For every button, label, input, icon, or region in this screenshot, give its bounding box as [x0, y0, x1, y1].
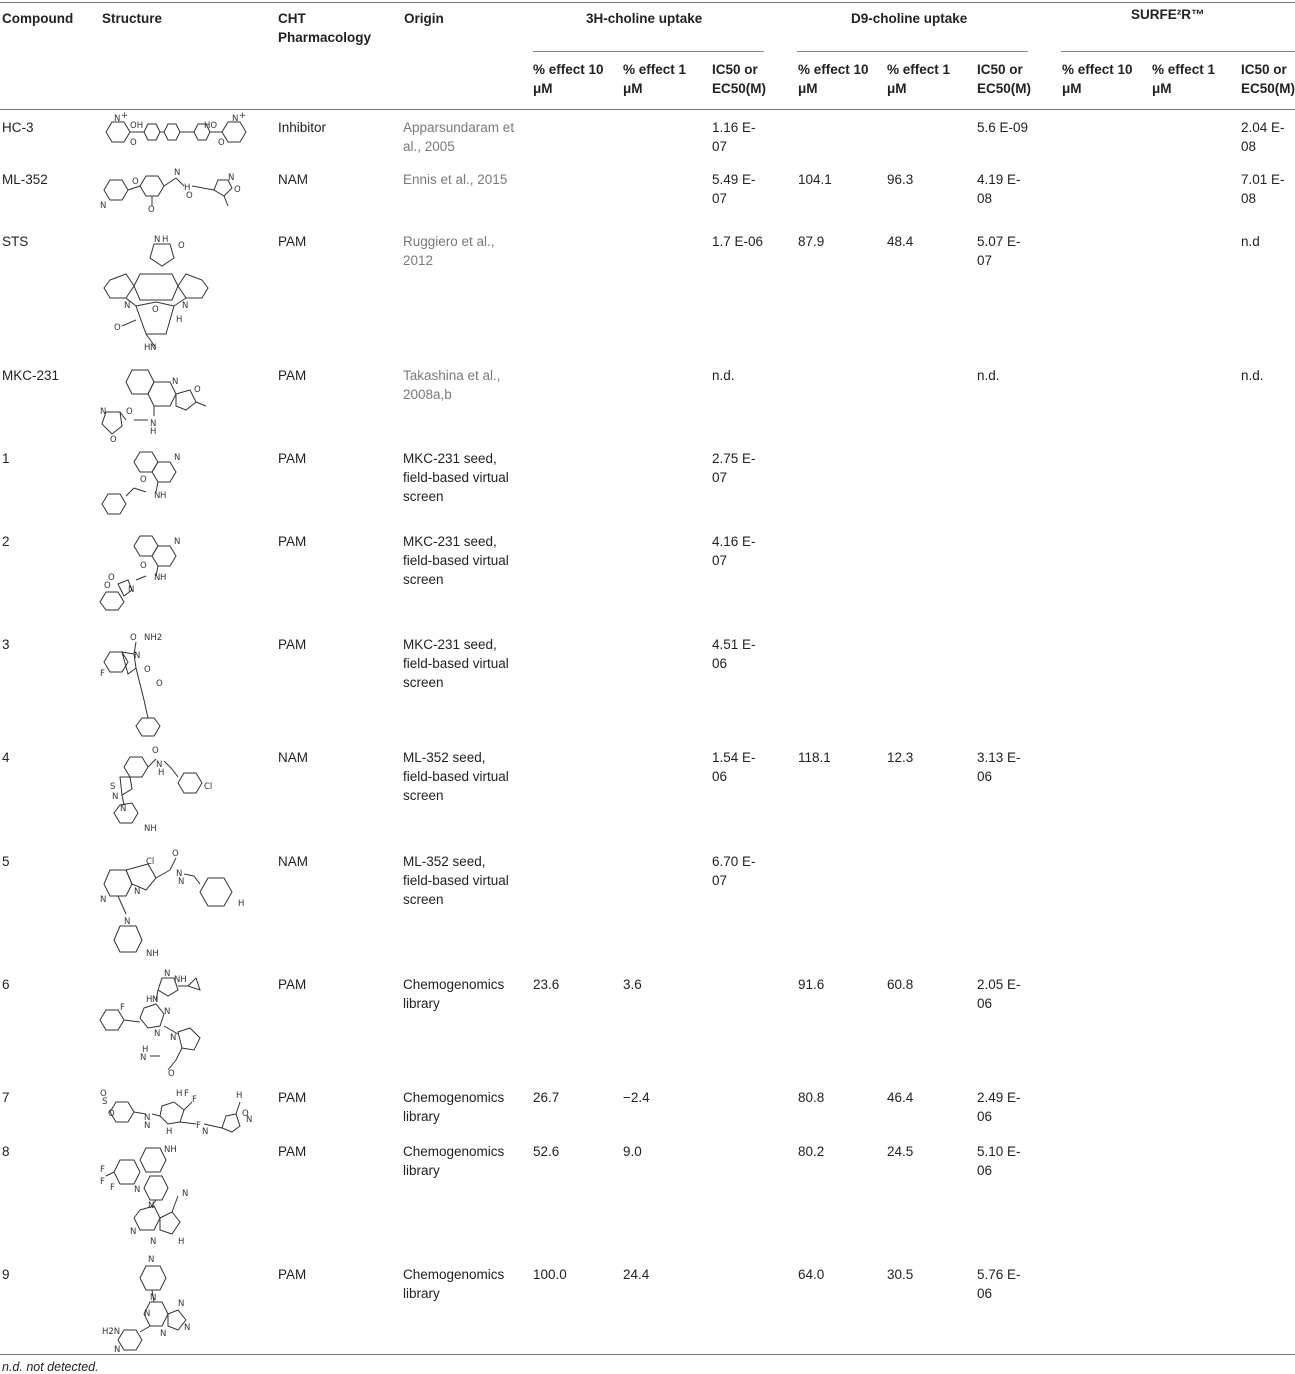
svg-text:N: N — [130, 1227, 137, 1237]
cell-h10: 26.7 — [533, 1090, 560, 1105]
svg-text:N: N — [154, 573, 161, 583]
svg-text:O: O — [108, 573, 115, 583]
cell-origin: Chemogenomics library — [403, 977, 505, 1011]
svg-text:H: H — [146, 995, 153, 1005]
cell-hic: 4.51 E-06 — [712, 637, 756, 671]
svg-text:N: N — [184, 1323, 191, 1333]
svg-text:O: O — [194, 385, 201, 395]
svg-text:H: H — [144, 343, 151, 353]
group-rule-3h — [533, 51, 764, 52]
svg-text:O: O — [172, 849, 179, 859]
cell-hic: 1.7 E-06 — [712, 234, 764, 249]
svg-text:H: H — [162, 235, 169, 245]
cell-compound: 9 — [2, 1267, 10, 1282]
cell-hic: 5.49 E-07 — [712, 172, 756, 206]
cell-pharm: NAM — [278, 854, 308, 869]
svg-text:N: N — [124, 917, 131, 927]
cell-origin: ML-352 seed, field-based virtual screen — [403, 750, 509, 803]
cell-origin: MKC-231 seed, field-based virtual screen — [403, 534, 509, 587]
svg-text:N: N — [156, 760, 163, 770]
svg-text:O: O — [114, 323, 121, 333]
svg-text:H: H — [176, 315, 183, 325]
cell-pharm: PAM — [278, 977, 307, 992]
svg-text:O: O — [110, 435, 117, 445]
cell-compound: 6 — [2, 977, 10, 992]
svg-text:N: N — [154, 235, 161, 245]
header-structure: Structure — [102, 11, 163, 26]
cell-pharm: PAM — [278, 1144, 307, 1159]
cell-sic: n.d — [1241, 234, 1260, 249]
header-surfe: SURFE²R™ — [1131, 7, 1205, 22]
cell-h10: 100.0 — [533, 1267, 567, 1282]
structure-1 — [100, 446, 200, 523]
cell-d1: 60.8 — [887, 977, 914, 992]
cell-origin: Chemogenomics library — [403, 1090, 505, 1124]
cell-d10: 64.0 — [798, 1267, 825, 1282]
cell-pharm: PAM — [278, 234, 307, 249]
cell-compound: HC-3 — [2, 120, 34, 135]
svg-text:O: O — [130, 138, 137, 148]
cell-origin: Ruggiero et al., 2012 — [403, 234, 495, 268]
cell-origin: MKC-231 seed, field-based virtual screen — [403, 451, 509, 504]
svg-text:N: N — [144, 1113, 151, 1123]
svg-text:H: H — [160, 491, 167, 501]
svg-text:N: N — [150, 1237, 157, 1247]
header-compound: Compound — [2, 11, 74, 26]
cell-pharm: Inhibitor — [278, 120, 327, 135]
cell-sic: 2.04 E-08 — [1241, 120, 1285, 154]
svg-text:O: O — [108, 1109, 115, 1119]
svg-text:+: + — [239, 111, 247, 121]
cell-dic: 5.07 E-07 — [977, 234, 1021, 268]
svg-text:H: H — [184, 183, 191, 193]
svg-text:O: O — [144, 665, 151, 675]
subheader-d9-ic50: IC50 or EC50(M) — [977, 62, 1032, 96]
svg-text:F: F — [100, 1177, 105, 1187]
subheader-d9-effect-10: % effect 10 μM — [798, 62, 869, 96]
svg-text:F: F — [100, 669, 105, 679]
svg-text:H: H — [150, 427, 157, 437]
svg-text:N: N — [202, 1127, 209, 1137]
cell-hic: 6.70 E-07 — [712, 854, 756, 888]
cell-d10: 87.9 — [798, 234, 825, 249]
subheader-surfe-ic50: IC50 or EC50(M) — [1241, 62, 1295, 96]
svg-text:N: N — [182, 301, 189, 311]
svg-text:NH2: NH2 — [144, 633, 163, 643]
svg-text:H2N: H2N — [102, 1327, 121, 1337]
structure-6 — [100, 969, 230, 1079]
cell-d10: 80.2 — [798, 1144, 825, 1159]
svg-text:N: N — [152, 995, 159, 1005]
header-3h-choline: 3H-choline uptake — [586, 11, 703, 26]
cell-sic: n.d. — [1241, 368, 1264, 383]
svg-text:N: N — [164, 969, 171, 979]
cell-d1: 12.3 — [887, 750, 914, 765]
svg-text:H: H — [166, 1127, 173, 1137]
cell-compound: 4 — [2, 750, 10, 765]
svg-text:NH: NH — [164, 1145, 177, 1155]
cell-compound: STS — [2, 234, 29, 249]
svg-text:H: H — [178, 1237, 185, 1247]
svg-text:O: O — [130, 633, 137, 643]
cell-hic: 1.54 E-06 — [712, 750, 756, 784]
svg-text:N: N — [174, 453, 181, 463]
cell-compound: ML-352 — [2, 172, 48, 187]
cell-origin: Ennis et al., 2015 — [403, 172, 508, 187]
subheader-surfe-effect-1: % effect 1 μM — [1152, 62, 1216, 96]
cell-origin: Apparsundaram et al., 2005 — [403, 120, 515, 154]
svg-text:H: H — [158, 768, 165, 778]
svg-text:O: O — [242, 1109, 249, 1119]
svg-text:N: N — [176, 869, 183, 879]
cell-compound: MKC-231 — [2, 368, 60, 383]
cell-pharm: PAM — [278, 451, 307, 466]
cell-hic: n.d. — [712, 368, 735, 383]
cell-hic: 2.75 E-07 — [712, 451, 756, 485]
structure-2 — [100, 530, 200, 615]
svg-text:OH: OH — [130, 121, 144, 131]
cell-d10: 104.1 — [798, 172, 832, 187]
svg-text:N: N — [112, 792, 119, 802]
structure-sts — [100, 230, 220, 361]
svg-text:O: O — [152, 746, 159, 756]
cell-origin: MKC-231 seed, field-based virtual screen — [403, 637, 509, 690]
cell-h1: 24.4 — [623, 1267, 650, 1282]
group-rule-surfe — [1061, 51, 1295, 52]
svg-text:N: N — [100, 407, 107, 417]
cell-dic: 2.05 E-06 — [977, 977, 1021, 1011]
cell-compound: 5 — [2, 854, 10, 869]
svg-text:N: N — [100, 201, 107, 211]
svg-text:N: N — [100, 895, 107, 905]
cell-d1: 24.5 — [887, 1144, 914, 1159]
header-d9-choline: D9-choline uptake — [851, 11, 968, 26]
svg-text:N: N — [148, 1255, 155, 1265]
cell-origin: Takashina et al., 2008a,b — [403, 368, 501, 402]
cell-dic: 4.19 E-08 — [977, 172, 1021, 206]
svg-text:F: F — [184, 1089, 189, 1099]
cell-hic: 1.16 E-07 — [712, 120, 756, 154]
cell-pharm: PAM — [278, 637, 307, 652]
structure-9 — [100, 1256, 210, 1357]
header-rule — [0, 109, 1295, 110]
svg-text:N: N — [170, 1033, 177, 1043]
svg-text:H: H — [176, 1089, 183, 1099]
cell-d10: 118.1 — [798, 750, 831, 765]
svg-text:S: S — [110, 782, 116, 792]
svg-text:N: N — [150, 419, 157, 429]
subheader-3h-effect-10: % effect 10 μM — [533, 62, 604, 96]
svg-text:H: H — [160, 573, 167, 583]
svg-text:+: + — [121, 111, 129, 121]
svg-text:N: N — [114, 114, 121, 124]
svg-text:F: F — [192, 1095, 197, 1105]
svg-text:N: N — [124, 301, 131, 311]
svg-text:N: N — [154, 491, 161, 501]
cell-sic: 7.01 E-08 — [1241, 172, 1285, 206]
cell-d1: 46.4 — [887, 1090, 914, 1105]
header-pharmacology: CHT Pharmacology — [278, 11, 372, 45]
cell-origin: Chemogenomics library — [403, 1267, 505, 1301]
subheader-surfe-effect-10: % effect 10 μM — [1062, 62, 1133, 96]
svg-text:N: N — [178, 1299, 185, 1309]
cell-origin: Chemogenomics library — [403, 1144, 505, 1178]
svg-text:N: N — [148, 1201, 155, 1211]
svg-text:N: N — [154, 1029, 161, 1039]
cell-d10: 80.8 — [798, 1090, 825, 1105]
svg-text:O: O — [104, 581, 111, 591]
svg-text:O: O — [152, 305, 159, 315]
svg-text:H: H — [142, 1045, 149, 1055]
header-origin: Origin — [404, 11, 444, 26]
cell-pharm: PAM — [278, 368, 307, 383]
svg-text:N: N — [144, 1309, 151, 1319]
svg-text:N: N — [134, 887, 141, 897]
svg-text:N: N — [128, 585, 135, 595]
svg-text:N: N — [114, 1345, 121, 1355]
svg-text:H: H — [238, 899, 245, 909]
svg-text:F: F — [110, 1183, 115, 1193]
svg-text:N: N — [172, 377, 179, 387]
cell-d1: 96.3 — [887, 172, 914, 187]
svg-text:N: N — [134, 1185, 141, 1195]
svg-text:N: N — [174, 537, 181, 547]
cell-dic: 5.6 E-09 — [977, 120, 1029, 135]
cell-h1: 9.0 — [623, 1144, 642, 1159]
cell-h10: 23.6 — [533, 977, 560, 992]
svg-text:O: O — [168, 1069, 175, 1079]
subheader-d9-effect-1: % effect 1 μM — [887, 62, 951, 96]
cell-dic: 2.49 E-06 — [977, 1090, 1021, 1124]
svg-text:N: N — [160, 1329, 167, 1339]
cell-compound: 1 — [2, 451, 10, 466]
structure-5 — [100, 848, 260, 963]
svg-text:N: N — [174, 168, 181, 178]
svg-text:O: O — [186, 191, 193, 201]
svg-text:O: O — [234, 185, 241, 195]
svg-text:N: N — [134, 651, 141, 661]
cell-pharm: NAM — [278, 750, 308, 765]
cell-dic: 5.76 E-06 — [977, 1267, 1021, 1301]
cell-hic: 4.16 E-07 — [712, 534, 756, 568]
structure-mkc231 — [98, 362, 218, 449]
cell-dic: n.d. — [977, 368, 1000, 383]
structure-8 — [100, 1138, 210, 1257]
svg-text:Cl: Cl — [146, 857, 155, 867]
svg-text:N: N — [178, 877, 185, 887]
svg-text:F: F — [196, 1121, 201, 1131]
footnote: n.d. not detected. — [2, 1360, 99, 1374]
svg-text:O: O — [140, 561, 147, 571]
top-rule — [0, 2, 1295, 3]
cell-d10: 91.6 — [798, 977, 825, 992]
svg-text:NH: NH — [144, 824, 157, 834]
cell-pharm: NAM — [278, 172, 308, 187]
cell-compound: 8 — [2, 1144, 10, 1159]
structure-7 — [100, 1088, 253, 1141]
cell-d1: 30.5 — [887, 1267, 914, 1282]
svg-text:N: N — [150, 1293, 157, 1303]
svg-text:N: N — [182, 1189, 189, 1199]
structure-3 — [100, 632, 190, 741]
svg-text:O: O — [100, 1089, 107, 1099]
svg-text:O: O — [156, 679, 163, 689]
svg-text:N: N — [120, 804, 127, 814]
svg-text:N: N — [232, 114, 239, 124]
svg-text:N: N — [246, 1115, 253, 1125]
cell-h10: 52.6 — [533, 1144, 560, 1159]
svg-text:O: O — [148, 205, 155, 215]
structure-ml352 — [100, 168, 270, 217]
structure-4 — [100, 745, 220, 840]
svg-text:O: O — [178, 241, 185, 251]
cell-compound: 7 — [2, 1090, 10, 1105]
svg-text:O: O — [132, 177, 139, 187]
svg-text:N: N — [164, 1007, 171, 1017]
cell-pharm: PAM — [278, 1090, 307, 1105]
cell-d1: 48.4 — [887, 234, 914, 249]
group-rule-d9 — [797, 51, 1028, 52]
cell-compound: 2 — [2, 534, 10, 549]
subheader-3h-effect-1: % effect 1 μM — [623, 62, 687, 96]
svg-text:H: H — [236, 1091, 243, 1101]
cell-origin: ML-352 seed, field-based virtual screen — [403, 854, 509, 907]
structure-hc3 — [100, 111, 270, 153]
svg-text:F: F — [100, 1165, 105, 1175]
svg-text:N: N — [150, 343, 157, 353]
svg-text:N: N — [144, 1121, 151, 1131]
cell-pharm: PAM — [278, 1267, 307, 1282]
svg-text:O: O — [140, 475, 147, 485]
subheader-3h-ic50: IC50 or EC50(M) — [712, 62, 767, 96]
svg-text:O: O — [126, 407, 133, 417]
svg-text:O: O — [218, 138, 225, 148]
cell-dic: 5.10 E-06 — [977, 1144, 1021, 1178]
svg-text:HO: HO — [204, 121, 218, 131]
cell-dic: 3.13 E-06 — [977, 750, 1021, 784]
cell-pharm: PAM — [278, 534, 307, 549]
svg-text:NH: NH — [146, 949, 159, 959]
svg-text:N: N — [140, 1053, 147, 1063]
svg-text:N: N — [228, 173, 235, 183]
svg-text:Cl: Cl — [204, 782, 213, 792]
svg-text:NH: NH — [174, 975, 187, 985]
cell-h1: −2.4 — [623, 1090, 650, 1105]
cell-compound: 3 — [2, 637, 10, 652]
svg-text:F: F — [120, 1003, 125, 1013]
svg-text:S: S — [102, 1097, 108, 1107]
cell-h1: 3.6 — [623, 977, 642, 992]
